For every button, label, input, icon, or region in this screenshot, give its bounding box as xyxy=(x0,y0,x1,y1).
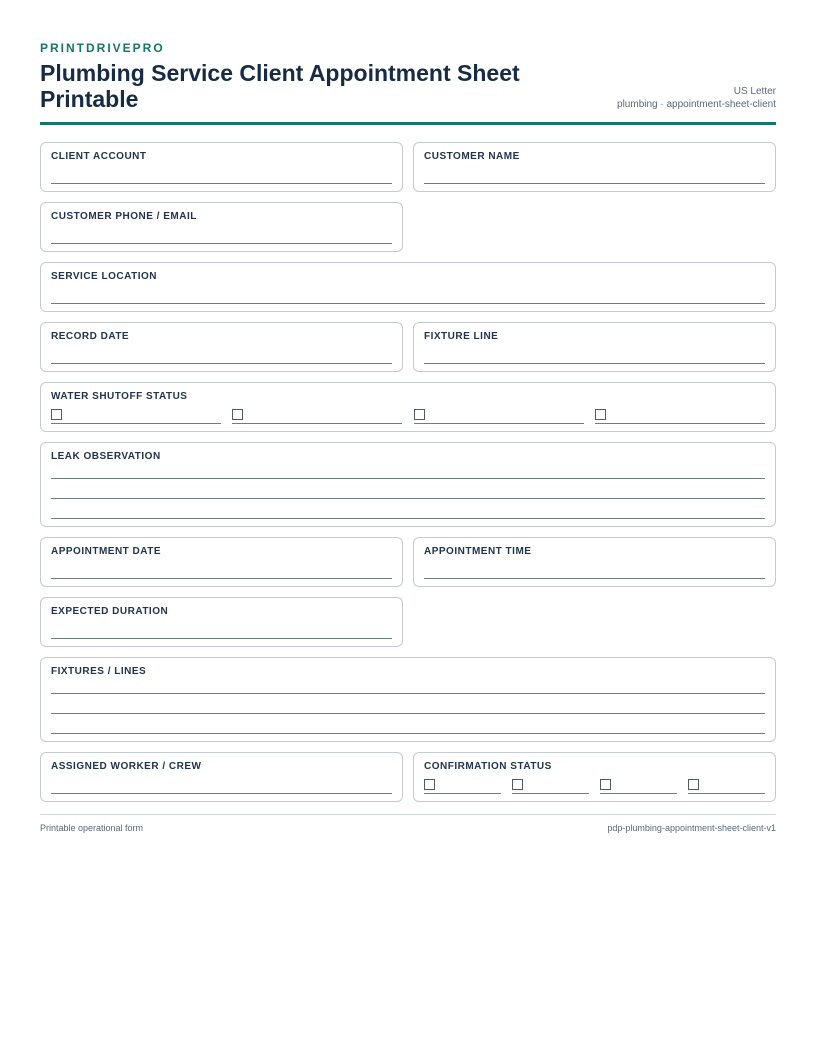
assigned-worker-input-line[interactable] xyxy=(51,793,392,794)
confirmation-status-field xyxy=(413,752,776,802)
service-location-label: SERVICE LOCATION xyxy=(51,271,157,282)
leak-observation-field xyxy=(40,442,776,527)
water-shutoff-option-3-checkbox[interactable] xyxy=(414,409,425,420)
client-account-field xyxy=(40,142,403,192)
fixtures-lines-field xyxy=(40,657,776,742)
water-shutoff-option-1-checkbox[interactable] xyxy=(51,409,62,420)
service-location-field xyxy=(40,262,776,312)
footer-description: Printable operational form xyxy=(40,823,144,833)
water-shutoff-status-field xyxy=(40,382,776,432)
customer-contact-label: CUSTOMER PHONE / EMAIL xyxy=(51,211,197,222)
paper-size: US Letter xyxy=(733,86,776,97)
confirmation-option-1-checkbox[interactable] xyxy=(424,779,435,790)
client-account-label: CLIENT ACCOUNT xyxy=(51,151,147,162)
confirmation-option-3-checkbox[interactable] xyxy=(600,779,611,790)
assigned-worker-field xyxy=(40,752,403,802)
appointment-time-label: APPOINTMENT TIME xyxy=(424,546,532,557)
fixture-line-label: FIXTURE LINE xyxy=(424,331,499,342)
water-shutoff-option-2-checkbox[interactable] xyxy=(232,409,243,420)
assigned-worker-label: ASSIGNED WORKER / CREW xyxy=(51,761,202,772)
header-rule xyxy=(40,122,776,125)
customer-contact-field xyxy=(40,202,403,252)
appointment-time-input-line[interactable] xyxy=(424,578,765,579)
water-shutoff-option-3-line[interactable] xyxy=(414,423,584,424)
leak-observation-label: LEAK OBSERVATION xyxy=(51,451,161,462)
document-meta xyxy=(617,85,776,111)
leak-observation-input-line[interactable] xyxy=(51,498,765,499)
fixtures-lines-input-line[interactable] xyxy=(51,713,765,714)
fixtures-lines-input-line[interactable] xyxy=(51,693,765,694)
confirmation-option-3-line[interactable] xyxy=(600,793,677,794)
appointment-date-field xyxy=(40,537,403,587)
appointment-date-input-line[interactable] xyxy=(51,578,392,579)
footer-rule xyxy=(40,814,776,815)
fixture-line-input-line[interactable] xyxy=(424,363,765,364)
fixtures-lines-input-line[interactable] xyxy=(51,733,765,734)
water-shutoff-option-2-line[interactable] xyxy=(232,423,402,424)
form-id: pdp-plumbing-appointment-sheet-client-v1 xyxy=(607,823,776,833)
appointment-time-field xyxy=(413,537,776,587)
confirmation-option-4-checkbox[interactable] xyxy=(688,779,699,790)
appointment-date-label: APPOINTMENT DATE xyxy=(51,546,162,557)
fixture-line-field xyxy=(413,322,776,372)
customer-name-input-line[interactable] xyxy=(424,183,765,184)
record-date-field xyxy=(40,322,403,372)
confirmation-option-1-line[interactable] xyxy=(424,793,501,794)
water-shutoff-option-4-line[interactable] xyxy=(595,423,765,424)
customer-name-label: CUSTOMER NAME xyxy=(424,151,520,162)
water-shutoff-option-4-checkbox[interactable] xyxy=(595,409,606,420)
confirmation-status-label: CONFIRMATION STATUS xyxy=(424,761,552,772)
document-tags: plumbing · appointment-sheet-client xyxy=(617,99,776,110)
water-shutoff-status-label: WATER SHUTOFF STATUS xyxy=(51,391,188,402)
confirmation-option-2-line[interactable] xyxy=(512,793,589,794)
customer-name-field xyxy=(413,142,776,192)
leak-observation-input-line[interactable] xyxy=(51,478,765,479)
expected-duration-label: EXPECTED DURATION xyxy=(51,606,169,617)
client-account-input-line[interactable] xyxy=(51,183,392,184)
confirmation-option-4-line[interactable] xyxy=(688,793,765,794)
page-title: Plumbing Service Client Appointment Sheet Printable xyxy=(40,60,520,112)
record-date-input-line[interactable] xyxy=(51,363,392,364)
leak-observation-input-line[interactable] xyxy=(51,518,765,519)
confirmation-option-2-checkbox[interactable] xyxy=(512,779,523,790)
fixtures-lines-label: FIXTURES / LINES xyxy=(51,666,147,677)
customer-contact-input-line[interactable] xyxy=(51,243,392,244)
brand-name: PRINTDRIVEPRO xyxy=(40,41,165,55)
service-location-input-line[interactable] xyxy=(51,303,765,304)
record-date-label: RECORD DATE xyxy=(51,331,130,342)
water-shutoff-option-1-line[interactable] xyxy=(51,423,221,424)
expected-duration-input-line[interactable] xyxy=(51,638,392,639)
expected-duration-field xyxy=(40,597,403,647)
